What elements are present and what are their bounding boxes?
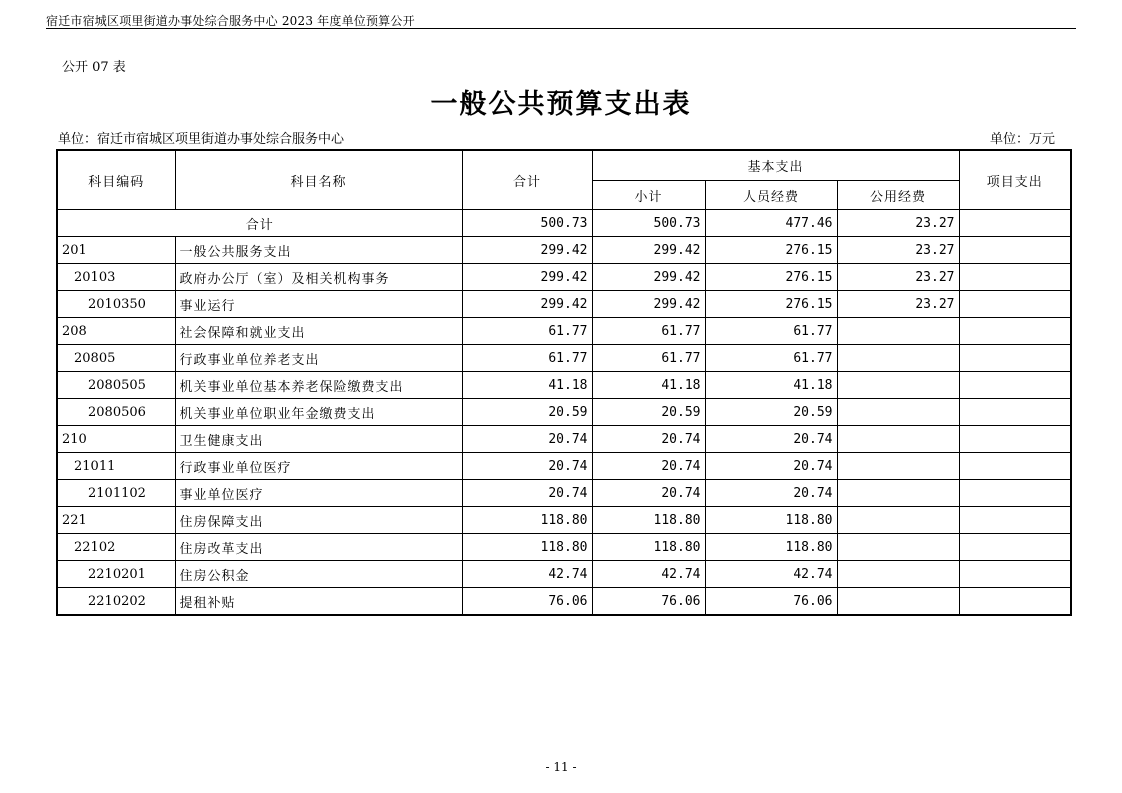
cell-code: 20805	[57, 345, 175, 372]
cell-total: 299.42	[462, 291, 592, 318]
cell-subtotal: 299.42	[592, 291, 705, 318]
cell-subtotal: 61.77	[592, 345, 705, 372]
cell-name: 卫生健康支出	[175, 426, 462, 453]
cell-total: 118.80	[462, 534, 592, 561]
cell-public: 23.27	[837, 264, 959, 291]
table-number: 公开 07 表	[62, 60, 126, 75]
cell-subtotal: 299.42	[592, 237, 705, 264]
col-header-basic: 基本支出	[592, 150, 959, 181]
cell-project	[959, 291, 1071, 318]
cell-code: 2210202	[57, 588, 175, 616]
page-number: - 11 -	[545, 760, 577, 774]
cell-name: 住房公积金	[175, 561, 462, 588]
col-header-total: 合计	[462, 150, 592, 210]
cell-subtotal: 20.74	[592, 453, 705, 480]
cell-personnel: 20.74	[705, 453, 837, 480]
cell-name: 事业单位医疗	[175, 480, 462, 507]
cell-total: 299.42	[462, 237, 592, 264]
cell-code: 2101102	[57, 480, 175, 507]
cell-name: 行政事业单位养老支出	[175, 345, 462, 372]
budget-table	[56, 149, 1072, 616]
cell-personnel: 276.15	[705, 237, 837, 264]
col-header-project: 项目支出	[959, 150, 1071, 210]
table-row	[57, 399, 1071, 426]
cell-public	[837, 426, 959, 453]
cell-project	[959, 588, 1071, 616]
cell-name: 机关事业单位基本养老保险缴费支出	[175, 372, 462, 399]
cell-project	[959, 453, 1071, 480]
cell-code: 208	[57, 318, 175, 345]
cell-personnel: 276.15	[705, 264, 837, 291]
table-row	[57, 561, 1071, 588]
cell-name: 行政事业单位医疗	[175, 453, 462, 480]
cell-public	[837, 507, 959, 534]
total-row	[57, 210, 1071, 237]
cell-personnel: 20.74	[705, 426, 837, 453]
cell-project	[959, 534, 1071, 561]
cell-code: 2080505	[57, 372, 175, 399]
total-cell-public: 23.27	[837, 210, 959, 237]
cell-name: 提租补贴	[175, 588, 462, 616]
cell-subtotal: 76.06	[592, 588, 705, 616]
cell-project	[959, 264, 1071, 291]
cell-name: 事业运行	[175, 291, 462, 318]
cell-code: 2210201	[57, 561, 175, 588]
cell-code: 2080506	[57, 399, 175, 426]
cell-personnel: 276.15	[705, 291, 837, 318]
cell-personnel: 61.77	[705, 345, 837, 372]
cell-code: 201	[57, 237, 175, 264]
cell-public: 23.27	[837, 237, 959, 264]
table-row	[57, 588, 1071, 616]
cell-total: 118.80	[462, 507, 592, 534]
table-row	[57, 534, 1071, 561]
header-rule	[46, 28, 1076, 29]
col-header-subtotal: 小计	[592, 181, 705, 210]
cell-project	[959, 507, 1071, 534]
col-header-public: 公用经费	[837, 181, 959, 210]
cell-project	[959, 480, 1071, 507]
cell-subtotal: 20.74	[592, 426, 705, 453]
cell-subtotal: 20.59	[592, 399, 705, 426]
cell-personnel: 61.77	[705, 318, 837, 345]
total-cell-total: 500.73	[462, 210, 592, 237]
cell-subtotal: 61.77	[592, 318, 705, 345]
total-cell-personnel: 477.46	[705, 210, 837, 237]
cell-personnel: 118.80	[705, 507, 837, 534]
cell-total: 76.06	[462, 588, 592, 616]
cell-code: 21011	[57, 453, 175, 480]
cell-total: 41.18	[462, 372, 592, 399]
cell-total: 20.74	[462, 480, 592, 507]
cell-code: 2010350	[57, 291, 175, 318]
table-row	[57, 318, 1071, 345]
col-header-personnel: 人员经费	[705, 181, 837, 210]
cell-name: 一般公共服务支出	[175, 237, 462, 264]
page-title: 一般公共预算支出表	[430, 89, 692, 120]
cell-public	[837, 561, 959, 588]
cell-total: 61.77	[462, 318, 592, 345]
table-row	[57, 372, 1071, 399]
cell-subtotal: 42.74	[592, 561, 705, 588]
table-row	[57, 291, 1071, 318]
cell-total: 299.42	[462, 264, 592, 291]
cell-public	[837, 480, 959, 507]
table-row	[57, 264, 1071, 291]
cell-name: 住房改革支出	[175, 534, 462, 561]
total-label: 合计	[57, 210, 462, 237]
cell-subtotal: 299.42	[592, 264, 705, 291]
cell-project	[959, 372, 1071, 399]
cell-project	[959, 399, 1071, 426]
cell-name: 机关事业单位职业年金缴费支出	[175, 399, 462, 426]
total-cell-subtotal: 500.73	[592, 210, 705, 237]
cell-subtotal: 41.18	[592, 372, 705, 399]
table-row	[57, 345, 1071, 372]
table-row	[57, 237, 1071, 264]
cell-name: 政府办公厅（室）及相关机构事务	[175, 264, 462, 291]
cell-total: 42.74	[462, 561, 592, 588]
col-header-name: 科目名称	[175, 150, 462, 210]
cell-code: 210	[57, 426, 175, 453]
cell-total: 61.77	[462, 345, 592, 372]
cell-personnel: 118.80	[705, 534, 837, 561]
cell-code: 221	[57, 507, 175, 534]
cell-total: 20.74	[462, 453, 592, 480]
cell-project	[959, 237, 1071, 264]
table-row	[57, 507, 1071, 534]
cell-name: 住房保障支出	[175, 507, 462, 534]
cell-public	[837, 453, 959, 480]
total-cell-project	[959, 210, 1071, 237]
cell-personnel: 20.59	[705, 399, 837, 426]
cell-subtotal: 20.74	[592, 480, 705, 507]
table-row	[57, 426, 1071, 453]
cell-code: 20103	[57, 264, 175, 291]
cell-code: 22102	[57, 534, 175, 561]
cell-public	[837, 588, 959, 616]
cell-total: 20.74	[462, 426, 592, 453]
table-row	[57, 480, 1071, 507]
cell-name: 社会保障和就业支出	[175, 318, 462, 345]
cell-project	[959, 426, 1071, 453]
currency-label: 单位：万元	[990, 132, 1056, 147]
cell-project	[959, 318, 1071, 345]
cell-public: 23.27	[837, 291, 959, 318]
cell-personnel: 20.74	[705, 480, 837, 507]
cell-personnel: 42.74	[705, 561, 837, 588]
cell-public	[837, 399, 959, 426]
cell-personnel: 76.06	[705, 588, 837, 616]
cell-public	[837, 372, 959, 399]
cell-public	[837, 345, 959, 372]
cell-public	[837, 534, 959, 561]
running-header: 宿迁市宿城区项里街道办事处综合服务中心 2023 年度单位预算公开	[46, 14, 415, 28]
col-header-code: 科目编码	[57, 150, 175, 210]
cell-project	[959, 345, 1071, 372]
cell-public	[837, 318, 959, 345]
table-row	[57, 453, 1071, 480]
cell-project	[959, 561, 1071, 588]
unit-label: 单位：宿迁市宿城区项里街道办事处综合服务中心	[58, 132, 345, 147]
cell-subtotal: 118.80	[592, 507, 705, 534]
cell-subtotal: 118.80	[592, 534, 705, 561]
cell-total: 20.59	[462, 399, 592, 426]
cell-personnel: 41.18	[705, 372, 837, 399]
